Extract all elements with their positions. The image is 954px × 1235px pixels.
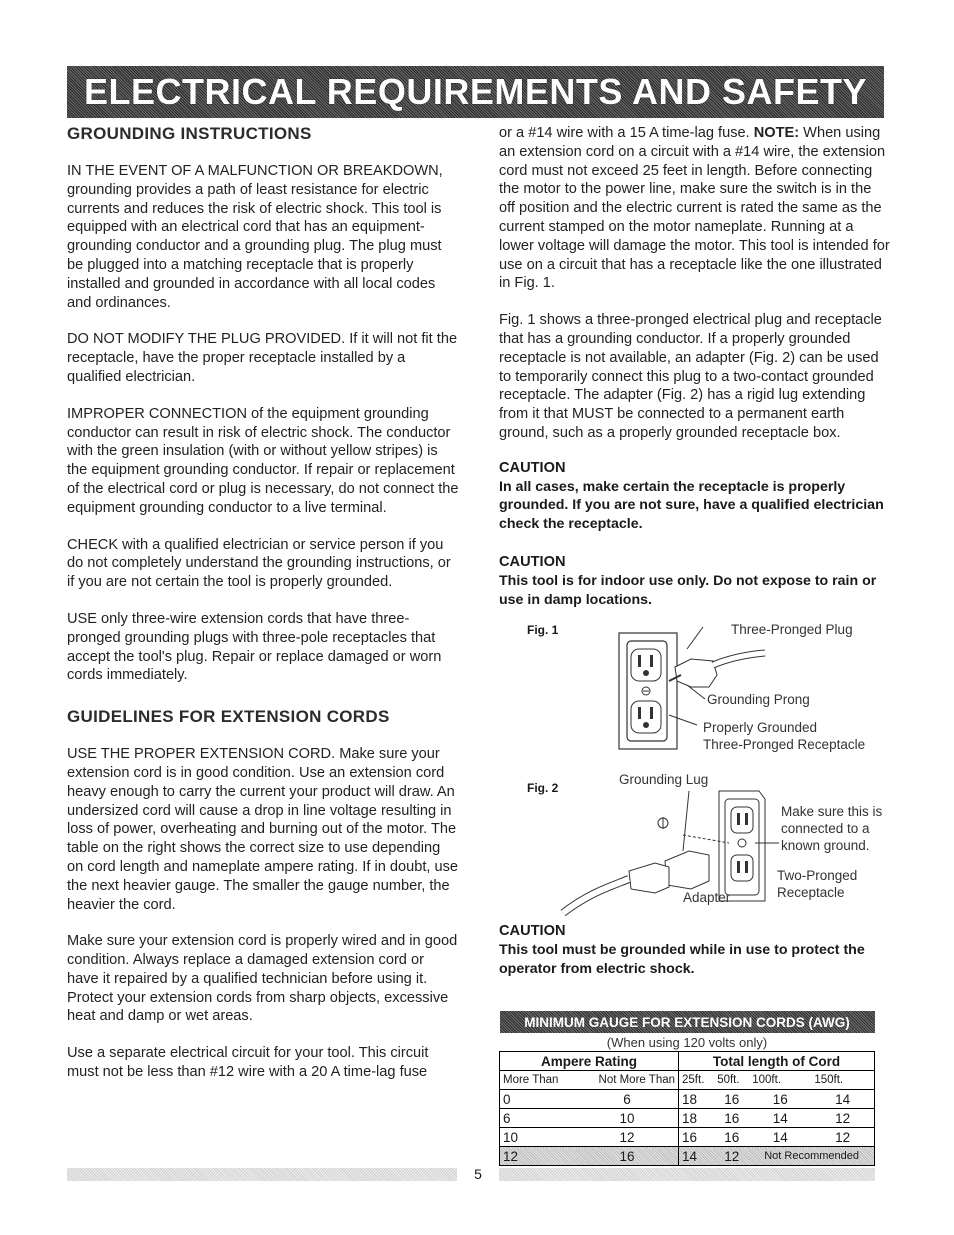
footer-bar-right (499, 1168, 875, 1181)
fig1-callout-prong: Grounding Prong (707, 692, 810, 708)
lbl-150ft: 150ft. (811, 1071, 874, 1090)
title-banner (67, 66, 884, 118)
fig2-callout-receptacle-2: Receptacle (777, 885, 845, 901)
table-row (500, 1090, 875, 1109)
page-number: 5 (474, 1166, 482, 1182)
cell-50ft: 16 (714, 1090, 749, 1109)
cell-more-than: 0 (500, 1090, 576, 1109)
caution-text-1: In all cases, make certain the receptacle is properly grounded. If you are not sure, have a qualified electrician check the receptacle. (499, 478, 884, 532)
fig1-callout-plug: Three-Pronged Plug (731, 622, 853, 638)
cell-not-more-than: 16 (576, 1147, 679, 1166)
figure-1 (499, 619, 891, 769)
cell-25ft: 18 (679, 1109, 715, 1128)
cell-more-than: 10 (500, 1128, 576, 1147)
lbl-25ft: 25ft. (679, 1071, 715, 1090)
lbl-not-more-than: Not More Than (576, 1071, 679, 1090)
caution-text-3: This tool must be grounded while in use to protect the operator from electric shock. (499, 942, 865, 977)
left-column (67, 124, 459, 1100)
grounding-paragraph-3: IMPROPER CONNECTION of the equipment grounding conductor can result in risk of electric shock. The conductor with the green insulation (with or without yellow stripes) is the equipment grounding conductor. If repair or replacement of the electrical cord or plug is necessary, do not connect the equipment grounding conductor to a live terminal. (67, 405, 459, 516)
right-p1-text-b: When using an extension cord on a circuit with a #14 wire, the extension cord must not exceed 25 feet in length. Before connecting the motor to the power line, make sure the switch is in the off position and the electric current is rated the same as the current stamped on the motor nameplate. Running at a lower voltage will damage the motor. This tool is intended for use on a circuit that has a receptacle like the one illustrated in Fig. 1. (499, 125, 890, 292)
cell-25ft: 14 (679, 1147, 715, 1166)
cell-50ft: 12 (714, 1147, 749, 1166)
right-paragraph-1 (499, 124, 891, 293)
cell-not-recommended: Not Recommended (749, 1147, 874, 1166)
extension-paragraph-3: Use a separate electrical circuit for your tool. This circuit must not be less than #12 wire with a 20 A time-lag fuse (67, 1045, 429, 1081)
cell-50ft: 16 (714, 1109, 749, 1128)
caution-title-2: CAUTION (499, 554, 566, 571)
grounding-paragraph-5: USE only three-wire extension cords that have three-pronged grounding plugs with three-pole receptacles that accept the tool's plug. Repair or replace damaged or worn cords immediately. (67, 610, 442, 684)
cell-150ft: 12 (811, 1128, 874, 1147)
col-ampere-rating: Ampere Rating (500, 1052, 679, 1071)
lbl-100ft: 100ft. (749, 1071, 811, 1090)
cell-150ft: 12 (811, 1109, 874, 1128)
table-row (500, 1128, 875, 1147)
extension-paragraph-2: Make sure your extension cord is properly wired and in good condition. Always replace a damaged extension cord or have it repaired by a qualified technician before using it. Protect your extension cords from sharp objects, excessive heat and damp or wet areas. (67, 933, 458, 1025)
cell-100ft: 14 (749, 1109, 811, 1128)
cell-not-more-than: 10 (576, 1109, 679, 1128)
grounding-paragraph-1: IN THE EVENT OF A MALFUNCTION OR BREAKDOWN, grounding provides a path of least resistance for electric currents and reduces the risk of electric shock. This tool is equipped with an electrical cord that has an equipment-grounding conductor and a grounding plug. The plug must be plugged into a matching receptacle that is properly installed and grounded in accordance with all local codes and ordinances. (67, 163, 443, 311)
col-total-length: Total length of Cord (679, 1052, 875, 1071)
right-p1-text-a: or a #14 wire with a 15 A time-lag fuse. (499, 125, 754, 141)
cell-25ft: 16 (679, 1128, 715, 1147)
right-paragraph-2: Fig. 1 shows a three-pronged electrical plug and receptacle that has a grounding conductor. If a properly grounded receptacle is not available, an adapter (Fig. 2) can be used to temporarily connect this plug to a two-contact grounded receptacle. The adapter (Fig. 2) has a rigid lug extending from it that MUST be connected to a permanent earth ground, such as a properly grounded receptacle box. (499, 312, 882, 441)
footer-bar-left (67, 1168, 457, 1181)
fig2-callout-receptacle-1: Two-Pronged (777, 868, 858, 884)
grounding-paragraph-4: CHECK with a qualified electrician or service person if you do not completely understand the grounding instructions, or if you are not certain the tool is properly grounded. (67, 536, 451, 591)
cell-150ft: 14 (811, 1090, 874, 1109)
cell-100ft: 14 (749, 1128, 811, 1147)
extension-cords-heading: GUIDELINES FOR EXTENSION CORDS (67, 707, 390, 727)
cell-not-more-than: 12 (576, 1128, 679, 1147)
table-subtitle: (When using 120 volts only) (606, 1034, 768, 1050)
cell-100ft: 16 (749, 1090, 811, 1109)
page-title: ELECTRICAL REQUIREMENTS AND SAFETY (83, 71, 868, 112)
fig2-label: Fig. 2 (527, 781, 559, 796)
cell-more-than: 6 (500, 1109, 576, 1128)
fig2-callout-ground-2: connected to a (781, 821, 870, 837)
fig2-callout-ground-1: Make sure this is (781, 804, 883, 820)
right-column (499, 124, 891, 992)
grounding-heading: GROUNDING INSTRUCTIONS (67, 124, 312, 143)
fig1-callout-receptacle-2: Three-Pronged Receptacle (703, 737, 866, 753)
table-row (500, 1147, 875, 1166)
cell-25ft: 18 (679, 1090, 715, 1109)
cell-more-than: 12 (500, 1147, 576, 1166)
caution-title-1: CAUTION (499, 459, 566, 476)
fig2-callout-ground-3: known ground. (781, 838, 870, 854)
extension-cord-gauge-table (499, 1011, 875, 1166)
caution-title-3: CAUTION (499, 923, 566, 940)
table-title: MINIMUM GAUGE FOR EXTENSION CORDS (AWG) (500, 1011, 875, 1033)
lbl-more-than: More Than (500, 1071, 576, 1090)
caution-text-2: This tool is for indoor use only. Do not expose to rain or use in damp locations. (499, 573, 877, 608)
fig2-callout-adapter: Adapter (683, 890, 731, 906)
table-row (500, 1109, 875, 1128)
grounding-paragraph-2: DO NOT MODIFY THE PLUG PROVIDED. If it will not fit the receptacle, have the proper receptacle installed by a qualified electrician. (67, 331, 458, 385)
lbl-50ft: 50ft. (714, 1071, 749, 1090)
fig2-callout-lug: Grounding Lug (619, 772, 709, 788)
adapter-illustration (559, 771, 779, 921)
extension-paragraph-1: USE THE PROPER EXTENSION CORD. Make sure your extension cord is in good condition. Use an extension cord heavy enough to carry the current your product will draw. An undersized cord will cause a drop in line voltage resulting in loss of power, overheating and burning out of the motor. The table on the right shows the correct size to use depending on cord length and nameplate ampere rating. If in doubt, use the next heavier gauge. The smaller the gauge number, the heavier the cord. (67, 746, 459, 913)
figure-2 (499, 769, 891, 964)
fig1-label: Fig. 1 (527, 623, 559, 638)
note-label: NOTE: (753, 125, 800, 141)
fig1-callout-receptacle-1: Properly Grounded (703, 720, 818, 736)
cell-50ft: 16 (714, 1128, 749, 1147)
cell-not-more-than: 6 (576, 1090, 679, 1109)
